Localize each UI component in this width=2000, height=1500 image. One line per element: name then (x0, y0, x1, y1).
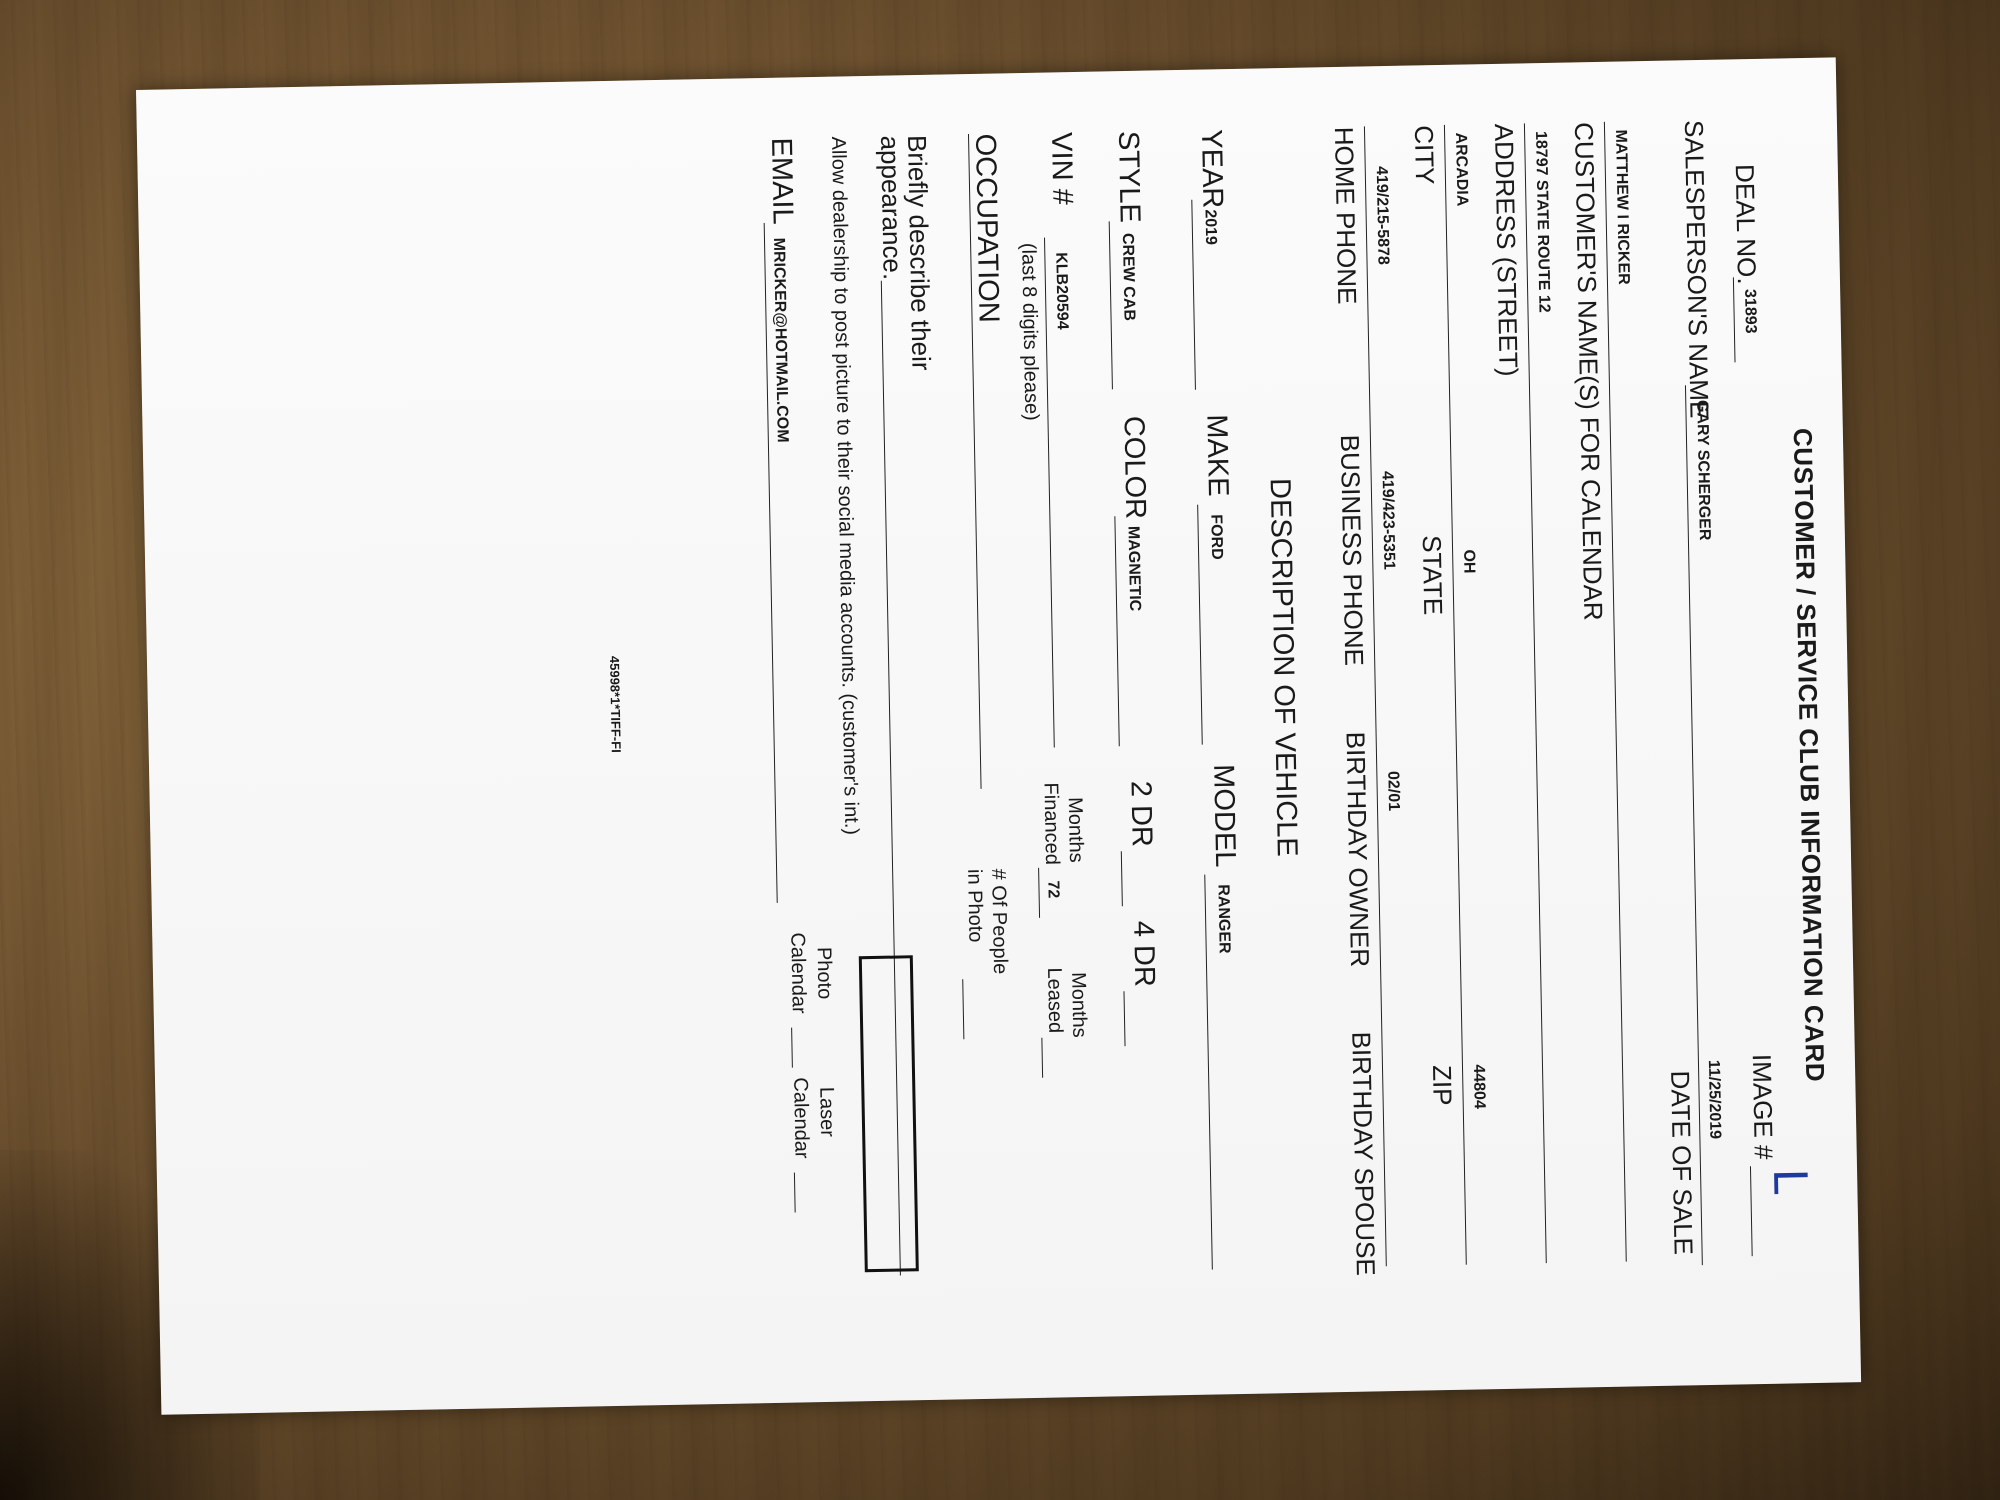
year-label: YEAR (1194, 129, 1229, 209)
leased-line (1041, 1038, 1043, 1078)
year-line (1191, 200, 1196, 390)
photo-calendar-line (791, 1028, 793, 1068)
city-value: ARCADIA (1452, 132, 1471, 207)
form-title: CUSTOMER / SERVICE CLUB INFORMATION CARD (1787, 427, 1831, 1083)
deal-no-line (1733, 277, 1736, 362)
form-content (136, 57, 1861, 1414)
style-line (1109, 221, 1113, 389)
vin-value: KLB20594 (1052, 252, 1071, 330)
financed-value: 72 (1044, 880, 1062, 899)
model-label: MODEL (1207, 763, 1242, 868)
customer-name-line (1604, 122, 1627, 1262)
city-label: CITY (1408, 124, 1441, 185)
footer-code: 45998*1*TIFF-FI (606, 655, 624, 753)
two-door-line (1121, 851, 1123, 906)
zip-label: ZIP (1426, 1064, 1458, 1106)
financed-label: Financed (1039, 782, 1064, 866)
home-phone-value: 419/215-5878 (1372, 165, 1392, 266)
model-line (1204, 875, 1213, 1270)
laser-calendar-label-1: Laser (815, 1086, 839, 1138)
year-value: 2019 (1201, 209, 1220, 246)
address-value: 18797 STATE ROUTE 12 (1532, 130, 1553, 313)
birthday-spouse-label: BIRTHDAY SPOUSE (1346, 1031, 1381, 1277)
vin-label: VIN # (1044, 131, 1079, 206)
birthday-owner-value: 02/01 (1384, 770, 1403, 812)
customer-name-label: CUSTOMER'S NAME(S) FOR CALENDAR (1568, 121, 1609, 621)
customer-name-value: MATTHEW I RICKER (1612, 129, 1633, 285)
months-leased-top-label: Months (1067, 971, 1091, 1038)
months-financed-top-label: Months (1063, 796, 1088, 863)
salesperson-value: GARY SCHERGER (1693, 399, 1713, 541)
laser-calendar-label-2: Calendar (789, 1077, 813, 1159)
photo-calendar-label-2: Calendar (786, 932, 810, 1014)
email-value: MRICKER@HOTMAIL.COM (769, 237, 791, 443)
photo-calendar-label-1: Photo (812, 946, 836, 1000)
occupation-label: OCCUPATION (968, 133, 1005, 324)
color-line (1114, 516, 1119, 746)
photo-checkbox[interactable] (859, 955, 919, 1272)
address-label: ADDRESS (STREET) (1488, 123, 1524, 377)
make-value: FORD (1207, 514, 1226, 560)
four-door-line (1123, 991, 1125, 1046)
financed-line (1038, 868, 1040, 918)
zip-value: 44804 (1469, 1064, 1488, 1110)
describe-label-1: Briefly describe their (902, 134, 937, 371)
people-in-photo-label-2: in Photo (963, 868, 987, 943)
image-number-line (1750, 1166, 1753, 1256)
make-line (1197, 505, 1203, 745)
state-label: STATE (1416, 534, 1449, 616)
home-phone-label: HOME PHONE (1328, 126, 1363, 305)
business-phone-label: BUSINESS PHONE (1334, 434, 1370, 667)
deal-no-label: DEAL NO. (1729, 163, 1763, 285)
form-paper (136, 57, 1861, 1414)
salesperson-label: SALESPERSON'S NAME (1678, 119, 1715, 419)
state-value: OH (1460, 549, 1478, 574)
business-phone-value: 419/423-5351 (1378, 470, 1398, 570)
social-media-consent: Allow dealership to post picture to their social media accounts. (customer's int.) (827, 136, 863, 836)
two-door-label: 2 DR (1124, 780, 1158, 848)
leased-label: Leased (1043, 967, 1067, 1034)
deal-no-value: 31893 (1741, 288, 1759, 334)
date-of-sale-label: DATE OF SALE (1665, 1070, 1699, 1256)
people-in-photo-label-1: # Of People (987, 868, 1012, 975)
date-of-sale-value: 11/25/2019 (1704, 1059, 1724, 1140)
model-value: RANGER (1214, 884, 1233, 954)
style-value: CREW CAB (1118, 232, 1138, 322)
people-in-photo-line (962, 979, 964, 1039)
image-number-value: L (1763, 1167, 1818, 1195)
make-label: MAKE (1200, 414, 1234, 497)
style-label: STYLE (1111, 130, 1146, 224)
laser-calendar-line (794, 1173, 796, 1213)
color-value: MAGNETIC (1124, 525, 1144, 612)
color-label: COLOR (1117, 415, 1152, 520)
vehicle-heading: DESCRIPTION OF VEHICLE (1263, 477, 1303, 858)
image-number-label: IMAGE # (1746, 1053, 1779, 1160)
describe-label-2: appearance. (875, 135, 908, 281)
email-label: EMAIL (765, 137, 799, 225)
birthday-owner-label: BIRTHDAY OWNER (1340, 731, 1376, 968)
four-door-label: 4 DR (1127, 920, 1161, 988)
vin-note: (last 8 digits please) (1017, 242, 1043, 421)
